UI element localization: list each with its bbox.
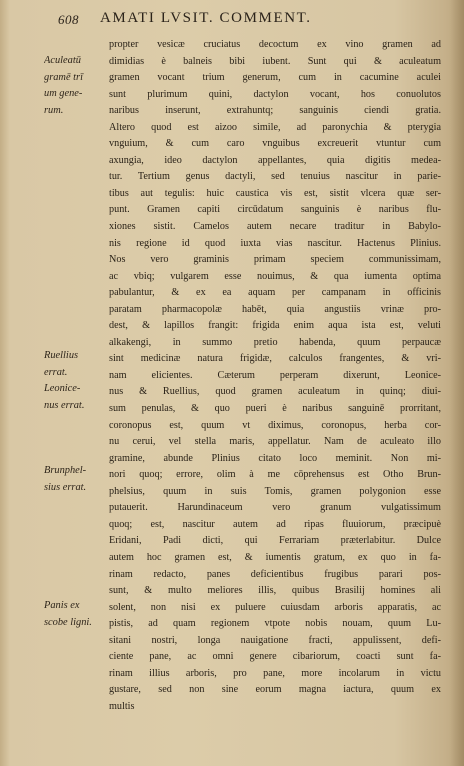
- margin-line: rum.: [44, 104, 64, 116]
- page-edge-shadow: [450, 0, 464, 766]
- margin-note-ruellius: [44, 348, 108, 414]
- text-line: Eridani, Padi dicti, qui Ferrariam præterlabitur. Dulce: [109, 535, 441, 547]
- margin-line: Leonice-: [44, 383, 81, 395]
- text-line: propter vesicæ cruciatus decoctum ex vino gramen ad: [109, 39, 441, 50]
- margin-line: nus errat.: [44, 399, 85, 411]
- running-title: AMATI LVSIT. COMMENT.: [100, 10, 312, 26]
- margin-note-brunphelsius: [44, 463, 108, 496]
- margin-line: scobe ligni.: [44, 616, 92, 628]
- text-line: rinam redacto, panes deficientibus frugibus parari pos-: [109, 568, 441, 580]
- text-line: rinam illius arboris, pro pane, more incolarum in victu: [109, 667, 441, 679]
- text-line: nori quoq; errore, olim à me cōprehensus est Otho Brun-: [109, 469, 441, 481]
- margin-line: um gene-: [44, 88, 83, 100]
- text-line: solent, non nisi ex puluere cuiusdam arboris apparatis, ac: [109, 601, 441, 613]
- margin-line: Panis ex: [44, 600, 80, 611]
- text-line: tur. Tertium genus dactyli, sed tenuius nascitur in parie-: [109, 171, 441, 183]
- text-line: sunt, & multo meliores illis, quibus Brasilij homines ali: [109, 585, 441, 597]
- text-line: ciente pane, ac omni genere cibariorum, coacti sunt fa-: [109, 651, 441, 663]
- margin-line: sius errat.: [44, 481, 87, 493]
- margin-note-panis: [44, 598, 108, 631]
- margin-line: gramē trī: [44, 71, 83, 83]
- margin-line: errat.: [44, 366, 68, 378]
- text-line: ac vbiq; vulgarem esse nouimus, & qua iumenta optima: [109, 270, 441, 282]
- margin-line: Brunphel-: [44, 465, 87, 476]
- main-text-column: [109, 37, 441, 715]
- text-line: axungia, ideo dactylon appellantes, quia digitis medea-: [109, 154, 441, 166]
- text-line: tibus aut tegulis: huic caustica vis est, sistit vlcera quæ ser-: [109, 187, 441, 199]
- text-line: vnguium, & cum caro vnguibus excreuerit vtuntur cum: [109, 138, 441, 150]
- text-line: nis regione id quod iuxta vias nascitur. Hactenus Plinius.: [109, 237, 441, 249]
- text-line: nam elicientes. Cæterum perperam dixerunt, Leonice-: [109, 369, 441, 381]
- catchword: multis: [109, 700, 135, 712]
- text-line: nus & Ruellius, quod gramen aculeatum in quinq; diui-: [109, 386, 441, 398]
- text-line: gramen vocant trium generum, cum in cacumine aculei: [109, 72, 441, 84]
- text-line: xiones sistit. Camelos autem necare traditur in Babylo-: [109, 221, 441, 233]
- text-line: naribus inserunt, extrahuntq; sanguinis ciendi gratia.: [109, 105, 441, 117]
- margin-line: Ruellius: [44, 350, 79, 361]
- page-header: [58, 10, 448, 32]
- text-line: Altero quod est aizoo simile, ad paronychia & pterygia: [109, 121, 441, 133]
- text-line: paratam pharmacopolæ habēt, quia angustiis vrinæ pro-: [109, 303, 441, 315]
- text-line: gramine, abunde Plinius citato loco meminit. Non mi-: [109, 452, 441, 464]
- text-line: nu cerui, vel stella maris, appellatur. Nam de aculeato illo: [109, 436, 441, 448]
- text-line: autem hoc gramen est, & iumentis gratum, ex quo in fa-: [109, 551, 441, 563]
- text-line: gustare, sed non sine eorum magna iactura, quum ex: [109, 684, 441, 696]
- text-line: quoq; est, nascitur autem ad ripas fluuiorum, præcipuè: [109, 518, 441, 530]
- text-line: alkakengi, in summo pretio habenda, quum perpaucæ: [109, 336, 441, 348]
- page-number: 608: [58, 12, 79, 27]
- text-line: sitani nostri, longa nauigatione fracti, appulissent, defi-: [109, 634, 441, 646]
- text-line: pistis, ad quam regionem vtpote nobis nouam, quum Lu-: [109, 618, 441, 630]
- margin-note-aculeatum: [44, 53, 108, 119]
- text-line: sint medicinæ natura frigidæ, calculos frangentes, & vri-: [109, 353, 441, 365]
- text-line: phelsius, quum in suis Tomis, gramen polygonion esse: [109, 485, 441, 497]
- text-line: Nos vero graminis primam speciem communissimam,: [109, 254, 441, 266]
- text-line: pabulantur, & ex ea aquam per campanam in officinis: [109, 287, 441, 299]
- text-line: punt. Gramen capiti circūdatum sanguinis è naribus flu-: [109, 204, 441, 216]
- text-line: sum penulas, & quo pueri è naribus sanguinē prorritant,: [109, 403, 441, 415]
- text-line: dest, & lapillos frangit: frigida enim aqua ista est, veluti: [109, 320, 441, 332]
- text-line: coronopus est, quum vt diximus, coronopus, herba cor-: [109, 419, 441, 431]
- margin-line: Aculeatū: [44, 55, 81, 66]
- text-line: dimidias è balneis bibi iubent. Sunt qui & aculeatum: [109, 55, 441, 67]
- text-line: putauerit. Harundinaceum vero granum vulgatissimum: [109, 502, 441, 514]
- text-line: sunt plurimum quini, dactylon vocant, hos conuolutos: [109, 88, 441, 100]
